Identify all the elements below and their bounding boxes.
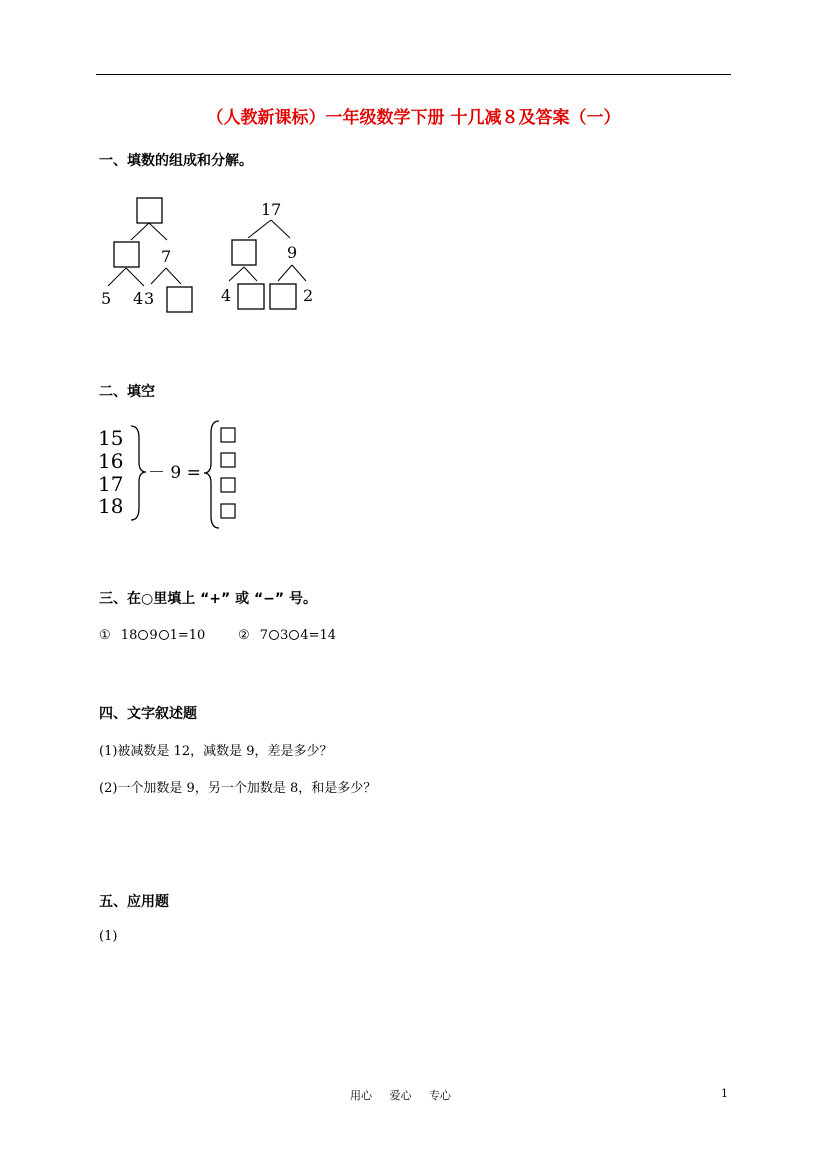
operand: 7 [259,628,269,643]
operand: 9 [149,628,158,643]
section-3-heading: 三、在○里填上 “+” 或 “−” 号。 [99,591,317,607]
footer-item: 专心 [429,1089,451,1102]
tree2-leaf-left: 4 [221,286,232,305]
answer-box[interactable] [167,287,192,312]
operator-circle[interactable] [159,630,169,640]
operand: 18 [120,628,138,643]
answer-box[interactable] [270,284,296,309]
operand: 1=10 [169,628,206,643]
section-2-heading: 二、填空 [99,384,155,400]
operator-circle[interactable] [269,630,279,640]
operator-question-1 [99,628,205,643]
header-rule [96,74,731,75]
tree1-leaf-right: 3 [144,289,155,308]
answer-box[interactable] [137,198,162,223]
tree1-leaf-left: 5 [101,289,112,308]
answer-box[interactable] [238,284,264,309]
minuend: 17 [98,472,124,496]
section-1-heading: 一、填数的组成和分解。 [99,153,253,169]
minuend: 16 [98,449,124,473]
operand: 4=14 [300,628,337,643]
minuend: 15 [98,426,124,450]
footer-item: 爱心 [389,1089,412,1102]
answer-box[interactable] [232,240,256,265]
question-marker: ② [238,628,250,643]
section-5-heading: 五、应用题 [99,894,169,910]
answer-box[interactable] [221,453,235,467]
minuend: 18 [98,494,124,518]
application-problem-1: (1) [99,929,118,944]
answer-box[interactable] [221,478,235,492]
operator-question-2 [238,628,336,643]
left-brace [204,421,219,528]
word-problem-2: (2)一个加数是 9，另一个加数是 8，和是多少？ [99,781,377,796]
tree1-leaf-mid: 4 [133,289,144,308]
operator-circle[interactable] [138,630,148,640]
right-brace [131,426,146,520]
footer-slogan [350,1087,465,1103]
operand: 3 [280,628,289,643]
subtraction-brace-figure [95,418,255,530]
operator-expression: － 9 = [148,463,201,483]
document-title: （人教新课标）一年级数学下册 十几减８及答案（一） [206,108,621,128]
section-4-heading: 四、文字叙述题 [99,706,197,722]
tree1-mid-number: 7 [161,247,172,266]
tree2-leaf-right: 2 [303,286,314,305]
tree2-mid-number: 9 [287,243,298,262]
decomposition-tree-1 [95,192,205,317]
footer-item: 用心 [350,1089,372,1102]
answer-box[interactable] [114,242,139,267]
answer-box[interactable] [221,504,235,518]
page-number: 1 [721,1087,728,1100]
operator-circle[interactable] [289,630,299,640]
word-problem-1: (1)被减数是 12，减数是 9，差是多少？ [99,744,333,759]
answer-box[interactable] [221,428,235,442]
tree2-top-number: 17 [261,200,282,219]
decomposition-tree-2 [215,195,325,315]
question-marker: ① [99,628,111,643]
